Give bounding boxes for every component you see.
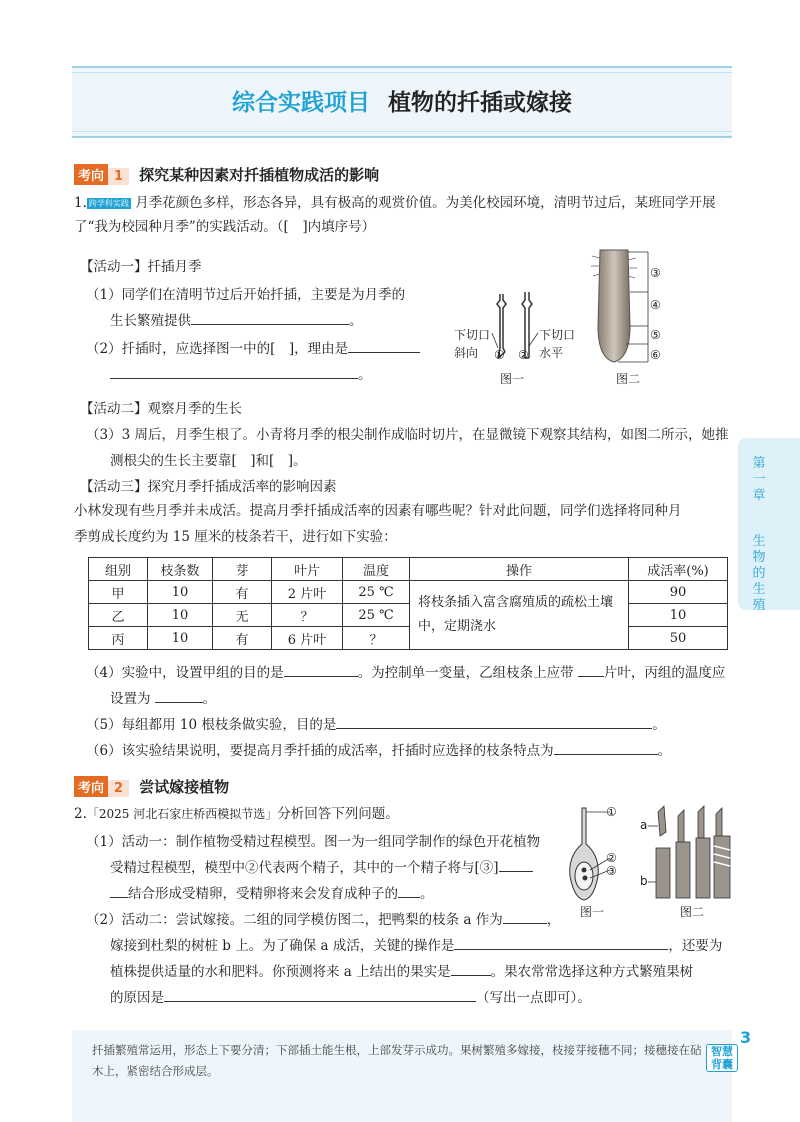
- q1-sub4-line2: [110, 688, 216, 710]
- table-cell: 10: [148, 627, 213, 650]
- figure-grafting: [648, 802, 738, 902]
- section-number: 1: [108, 168, 129, 185]
- q1-intro-line2: 了“我为校园种月季”的实践活动。（[ ]内填序号）: [74, 219, 376, 235]
- question-number: 1.: [74, 195, 87, 211]
- table-cell: ？: [343, 627, 410, 650]
- answer-blank[interactable]: [155, 688, 203, 703]
- fig1-caption: 图一: [500, 372, 525, 386]
- q1-sub3-line1: （3）3 周后，月季生根了。小青将月季的根尖制作成临时切片，在显微镜下观察其结构，如图二所示，她推: [86, 427, 729, 443]
- fig1-right-label1: 下切口: [539, 328, 576, 342]
- answer-blank[interactable]: [284, 662, 358, 677]
- activity-3: 【活动三】探究月季扦插成活率的影响因素: [80, 479, 337, 495]
- q2-sub2-line4: [110, 987, 591, 1009]
- fig1-right-label2: 水平: [539, 346, 564, 360]
- flower-label-3: ③: [606, 864, 617, 878]
- q2-sub1-line1: （1）活动一：制作植物受精过程模型。图一为一组同学制作的绿色开花植物: [86, 834, 541, 850]
- q2-sub2-line2: [110, 935, 722, 957]
- answer-blank[interactable]: [578, 662, 604, 677]
- q1-sub2-line2: [110, 364, 372, 386]
- table-row: [89, 627, 728, 650]
- text: 嫁接到杜梨的树桩 b 上。为了确保 a 成活，关键的操作是: [110, 938, 455, 954]
- text: 结合形成受精卵，受精卵将来会发育成种子的: [128, 886, 398, 902]
- answer-blank[interactable]: [454, 935, 668, 950]
- text: （5）每组都用 10 根枝条做实验，目的是: [86, 717, 337, 733]
- table-header: 枝条数: [148, 558, 213, 581]
- q2-sub2-line3: [110, 961, 693, 983]
- text: ，: [546, 912, 561, 928]
- q1-para3-line1: 小林发现有些月季并未成活。提高月季扦插成活率的因素有哪些呢？针对此问题，同学们选择将同种月: [74, 503, 682, 519]
- q2-sub1-line2: [110, 857, 533, 879]
- text: 片叶，丙组的温度应: [603, 665, 726, 681]
- table-header: 温度: [343, 558, 410, 581]
- table-header: 成活率(%): [629, 558, 728, 581]
- answer-blank[interactable]: [398, 883, 420, 898]
- stock-b: [656, 848, 670, 898]
- answer-blank[interactable]: [164, 987, 476, 1002]
- text: 设置为: [110, 691, 151, 707]
- table-row: [89, 581, 728, 604]
- table-header: 操作: [410, 558, 629, 581]
- section-2-heading: [74, 776, 229, 797]
- table-cell: 25 ℃: [343, 604, 410, 627]
- section-title: 探究某种因素对扦插植物成活的影响: [139, 166, 380, 184]
- egg-dot: [583, 876, 588, 881]
- text: 的原因是: [110, 990, 164, 1006]
- root-zone-5: ⑤: [650, 328, 661, 342]
- q2-sub2-line1: [86, 909, 560, 931]
- table-cell: 25 ℃: [343, 581, 410, 604]
- q1-sub1-line2: [110, 310, 363, 332]
- text: （2）活动二：尝试嫁接。二组的同学模仿图二，把鸭梨的枝条 a 作为: [86, 912, 503, 928]
- fig3-caption: 图一: [580, 905, 605, 919]
- table-cell: ？: [272, 604, 343, 627]
- section-tag: 考向: [74, 776, 108, 797]
- text: 。: [652, 717, 666, 733]
- table-header-row: [89, 558, 728, 581]
- activity-1: 【活动一】扦插月季: [80, 259, 202, 275]
- chapter-topic: 生物的生殖: [752, 534, 766, 613]
- sperm-dot: [582, 868, 587, 873]
- leader-line: [529, 333, 538, 346]
- q1-intro-line1: [74, 192, 716, 214]
- table-cell: 90: [629, 581, 728, 604]
- section-tag: 考向: [74, 164, 108, 185]
- fig1-left-label2: 斜向: [454, 346, 479, 360]
- root-zone-4: ④: [650, 298, 661, 312]
- table-cell: 10: [629, 604, 728, 627]
- table-cell: 10: [148, 604, 213, 627]
- cutting-1-stem-right: [503, 294, 506, 352]
- section-1-heading: [74, 164, 379, 185]
- operation-cell: 将枝条插入富含腐殖质的疏松土壤中，定期浇水: [410, 581, 629, 650]
- text: 受精过程模型，模型中②代表两个精子，其中的一个精子将与[③]: [110, 860, 499, 876]
- scion-a: [658, 806, 666, 836]
- flower-label-2: ②: [606, 851, 617, 865]
- answer-blank[interactable]: [499, 857, 533, 872]
- fig4-caption: 图二: [680, 905, 705, 919]
- flower-label-1: ①: [606, 805, 617, 819]
- text: 分析回答下列问题。: [277, 806, 399, 822]
- q1-para3-line2: 季剪成长度约为 15 厘米的枝条若干，进行如下实验：: [74, 529, 397, 545]
- table-header: 叶片: [272, 558, 343, 581]
- table-header: 芽: [213, 558, 272, 581]
- q1-intro-text: 月季花颜色多样，形态各异，具有极高的观赏价值。为美化校园环境，清明节过后，某班同学开展: [135, 195, 716, 211]
- q1-sub4-line1: [86, 662, 725, 684]
- text: 。: [358, 367, 372, 383]
- root-tip-shape: [598, 250, 630, 362]
- q1-sub1-line1: （1）同学们在清明节过后开始扦插，主要是为月季的: [86, 287, 406, 303]
- answer-blank[interactable]: [503, 909, 547, 924]
- root-zone-6: ⑥: [650, 348, 661, 362]
- table-header: 组别: [89, 558, 148, 581]
- table-cell: 有: [213, 627, 272, 650]
- table-cell: 无: [213, 604, 272, 627]
- table-cell: 甲: [89, 581, 148, 604]
- title-main: 植物的扦插或嫁接: [388, 90, 572, 116]
- graft-label-b: b: [640, 874, 648, 888]
- q1-sub6: [86, 740, 671, 762]
- chapter-side-tab[interactable]: [738, 438, 800, 613]
- text: （6）该实验结果说明，要提高月季扦插的成活率，扦插时应选择的枝条特点为: [86, 743, 554, 759]
- question-number: 2.: [74, 806, 87, 822]
- table-row: [89, 604, 728, 627]
- table-cell: 有: [213, 581, 272, 604]
- text: （4）实验中，设置甲组的目的是: [86, 665, 284, 681]
- answer-blank[interactable]: [554, 740, 658, 755]
- answer-blank[interactable]: [336, 714, 652, 729]
- root-zone-3: ③: [650, 266, 661, 280]
- text: 。: [657, 743, 672, 759]
- title-prefix: 综合实践项目: [232, 90, 370, 116]
- q2-intro: [74, 803, 399, 825]
- title-band: [72, 66, 732, 138]
- chapter-label: 第一章: [752, 456, 766, 503]
- question-source: 「2025 河北石家庄桥西模拟节选」: [86, 807, 278, 821]
- text: （写出一点即可）。: [476, 990, 591, 1006]
- text: 。: [349, 313, 363, 329]
- table-cell: 10: [148, 581, 213, 604]
- answer-blank[interactable]: [191, 310, 349, 325]
- footer-tip-text: 扦插繁殖常运用，形态上下要分清；下部插土能生根，上部发芽示成功。果树繁殖多嫁接，枝接芽接穗不同；接穗接在砧木上，紧密结合形成层。: [92, 1043, 702, 1078]
- graft-label-a: a: [640, 818, 648, 832]
- leader-line: [492, 333, 498, 348]
- fig2-caption: 图二: [616, 372, 641, 386]
- page-number: 3: [740, 1028, 752, 1047]
- text: 。: [202, 691, 216, 707]
- section-title: 尝试嫁接植物: [139, 778, 230, 796]
- table-cell: 丙: [89, 627, 148, 650]
- page-title: [72, 84, 732, 117]
- activity-2: 【活动二】观察月季的生长: [80, 401, 242, 417]
- text: 植株提供适量的水和肥料。你预测将来 a 上结出的果实是: [110, 964, 451, 980]
- text: 。果农常常选择这种方式繁殖果树: [490, 964, 694, 980]
- answer-blank[interactable]: [451, 961, 491, 976]
- q1-sub2-line1: [86, 338, 420, 360]
- q1-sub3-line2: 测根尖的生长主要靠[ ]和[ ]。: [110, 453, 307, 469]
- table-cell: 2 片叶: [272, 581, 343, 604]
- q1-sub5: [86, 714, 666, 736]
- text: ，还要为: [668, 938, 723, 954]
- q2-sub1-line3: [110, 883, 434, 905]
- table-cell: 6 片叶: [272, 627, 343, 650]
- table-cell: 乙: [89, 604, 148, 627]
- answer-blank[interactable]: [110, 364, 358, 379]
- text: 。: [420, 886, 434, 902]
- footer-tip-box: [72, 1030, 732, 1122]
- fig1-number-1: ①: [494, 348, 505, 362]
- figure-root-tip: [588, 246, 698, 366]
- cutting-2-stem-right: [529, 292, 532, 358]
- table-cell: 50: [629, 627, 728, 650]
- section-number: 2: [108, 780, 129, 797]
- fig1-left-label1: 下切口: [454, 328, 491, 342]
- experiment-table: [88, 557, 728, 650]
- cross-discipline-badge: 跨学科实践: [88, 199, 129, 208]
- footer-label: 智慧背囊: [706, 1044, 738, 1072]
- answer-blank[interactable]: [348, 338, 420, 353]
- text: 生长繁殖提供: [110, 313, 191, 329]
- text: （2）扦插时，应选择图一中的[ ]，理由是: [86, 341, 349, 357]
- text: 。为控制单一变量，乙组枝条上应带: [357, 665, 574, 681]
- answer-blank[interactable]: [110, 883, 128, 898]
- fig1-number-2: ②: [518, 348, 529, 362]
